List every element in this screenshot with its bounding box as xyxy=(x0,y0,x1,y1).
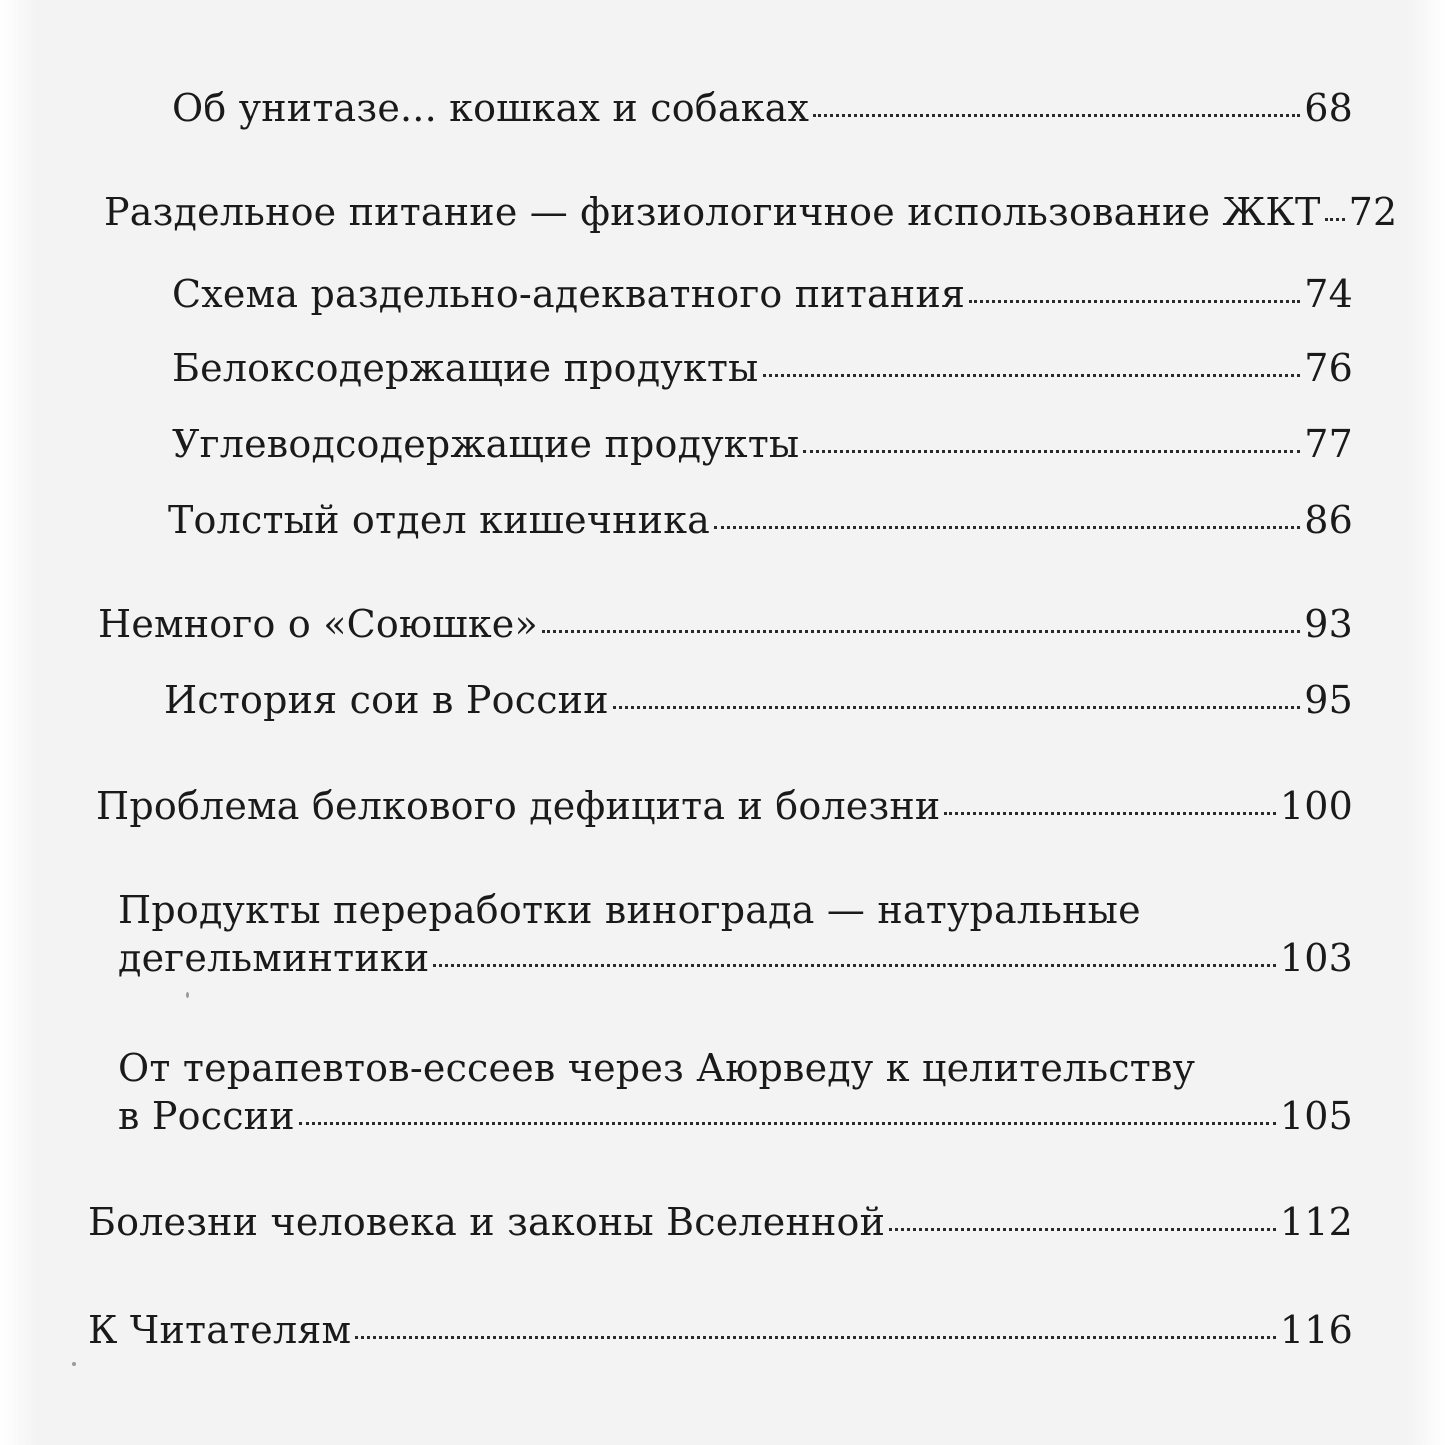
toc-entry-title: Углеводсодержащие продукты xyxy=(172,422,800,466)
toc-entry xyxy=(172,270,1353,318)
toc-page-number: 74 xyxy=(1304,272,1353,316)
dot-leader xyxy=(613,706,1301,709)
toc-entry xyxy=(118,1044,1353,1140)
dot-leader xyxy=(433,964,1276,967)
toc-entry xyxy=(164,676,1353,724)
toc-entry xyxy=(88,1198,1353,1246)
toc-entry xyxy=(96,782,1353,830)
toc-entry-title: Продукты переработки винограда — натуральные xyxy=(118,888,1141,932)
toc-entry-title: Болезни человека и законы Вселенной xyxy=(88,1200,886,1244)
toc-page-number: 103 xyxy=(1279,936,1353,980)
toc-entry-title: Об унитазе... кошках и собаках xyxy=(172,86,810,130)
toc-entry xyxy=(168,496,1353,544)
toc-entry xyxy=(172,420,1353,468)
dot-leader xyxy=(813,114,1300,117)
toc-page-number: 72 xyxy=(1348,190,1398,234)
paper-speck xyxy=(186,992,189,998)
toc-page-number: 105 xyxy=(1279,1094,1353,1138)
dot-leader xyxy=(803,450,1300,453)
toc-entry-title: Белоксодержащие продукты xyxy=(172,346,759,390)
toc-entry xyxy=(172,84,1353,132)
toc-entry-title: Раздельное питание — физиологичное использование ЖКТ xyxy=(104,190,1321,234)
toc-entry-title: Схема раздельно-адекватного питания xyxy=(172,272,966,316)
toc-page-number: 112 xyxy=(1279,1200,1353,1244)
toc-page-number: 68 xyxy=(1304,86,1353,130)
toc-page-number: 77 xyxy=(1304,422,1353,466)
dot-leader xyxy=(542,630,1300,633)
toc-page-number: 116 xyxy=(1279,1308,1353,1352)
toc-page-number: 93 xyxy=(1304,602,1353,646)
dot-leader xyxy=(714,526,1300,529)
toc-page-number: 95 xyxy=(1304,678,1353,722)
toc-entry-title-continuation: в России xyxy=(118,1094,295,1138)
toc-page-number: 100 xyxy=(1279,784,1353,828)
toc-entry-title: Проблема белкового дефицита и болезни xyxy=(96,784,941,828)
toc-entry-title: История сои в России xyxy=(164,678,609,722)
toc-entry xyxy=(98,600,1353,648)
dot-leader xyxy=(763,374,1301,377)
toc-entry-title-continuation: дегельминтики xyxy=(118,936,430,980)
dot-leader xyxy=(889,1228,1276,1231)
toc-page-number: 76 xyxy=(1304,346,1353,390)
toc-entry xyxy=(172,344,1353,392)
dot-leader xyxy=(299,1122,1276,1125)
toc-entry-title: Толстый отдел кишечника xyxy=(168,498,710,542)
toc-entry-title: От терапевтов-ессеев через Аюрведу к целительству xyxy=(118,1046,1196,1090)
toc-entry-title: К Читателям xyxy=(88,1308,352,1352)
dot-leader xyxy=(969,300,1300,303)
dot-leader xyxy=(355,1336,1276,1339)
toc-entry xyxy=(104,188,1398,236)
toc-entry xyxy=(88,1306,1353,1354)
toc-page-number: 86 xyxy=(1304,498,1353,542)
paper-speck xyxy=(72,1362,76,1366)
dot-leader xyxy=(944,812,1275,815)
dot-leader xyxy=(1325,218,1345,221)
toc-entry xyxy=(118,886,1353,982)
toc-entry-title: Немного о «Союшке» xyxy=(98,602,538,646)
